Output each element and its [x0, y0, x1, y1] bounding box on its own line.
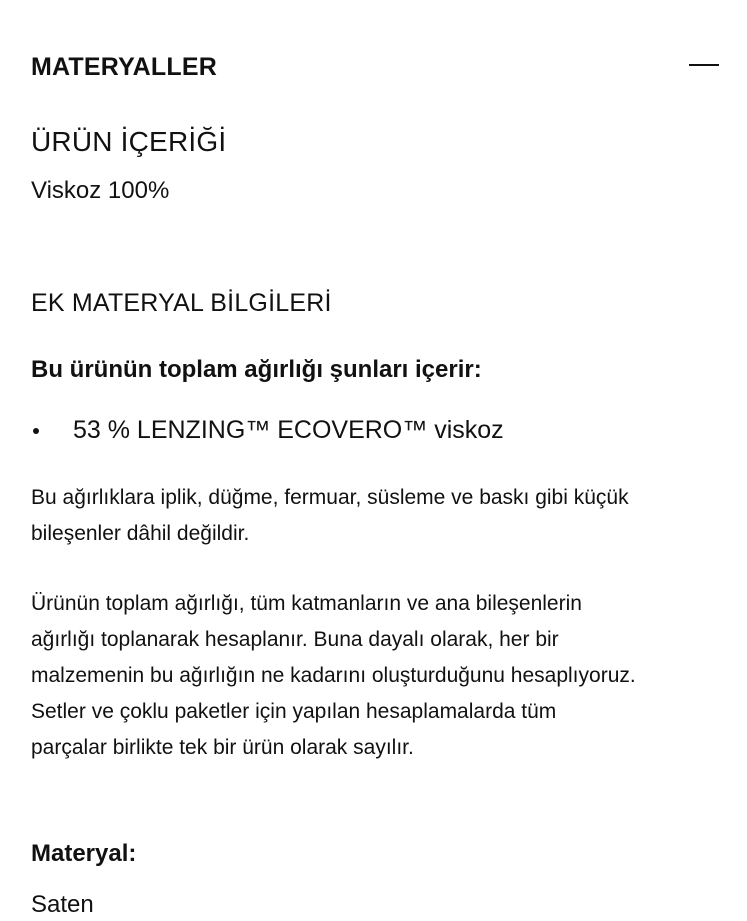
material-value: Saten — [31, 891, 94, 918]
weight-content-heading: Bu ürünün toplam ağırlığı şunları içerir: — [31, 356, 482, 383]
weight-calculation-line: Ürünün toplam ağırlığı, tüm katmanların ve ana bileşenlerin — [31, 592, 582, 615]
material-composition: 53 % LENZING™ ECOVERO™ viskoz — [73, 416, 504, 444]
weight-calculation-line: Setler ve çoklu paketler için yapılan hesaplamalarda tüm — [31, 700, 557, 723]
product-content-heading: ÜRÜN İÇERİĞİ — [31, 126, 227, 157]
materials-accordion-header[interactable] — [31, 50, 719, 84]
minus-icon[interactable] — [689, 60, 719, 72]
material-label: Materyal: — [31, 840, 137, 867]
weight-calculation-line: ağırlığı toplanarak hesaplanır. Buna dayalı olarak, her bir — [31, 628, 559, 651]
components-note-line: bileşenler dâhil değildir. — [31, 522, 250, 545]
product-content-value: Viskoz 100% — [31, 177, 170, 204]
list-item — [31, 413, 721, 447]
weight-calculation-line: parçalar birlikte tek bir ürün olarak sayılır. — [31, 736, 414, 759]
components-note — [31, 480, 731, 552]
weight-calculation-note — [31, 586, 731, 766]
weight-calculation-line: malzemenin bu ağırlığın ne kadarını oluşturduğunu hesaplıyoruz. — [31, 664, 636, 687]
section-title: MATERYALLER — [31, 53, 218, 81]
minus-icon-bar — [689, 64, 719, 66]
bullet-icon — [33, 428, 39, 434]
components-note-line: Bu ağırlıklara iplik, düğme, fermuar, süsleme ve baskı gibi küçük — [31, 486, 629, 509]
additional-material-heading: EK MATERYAL BİLGİLERİ — [31, 289, 332, 317]
